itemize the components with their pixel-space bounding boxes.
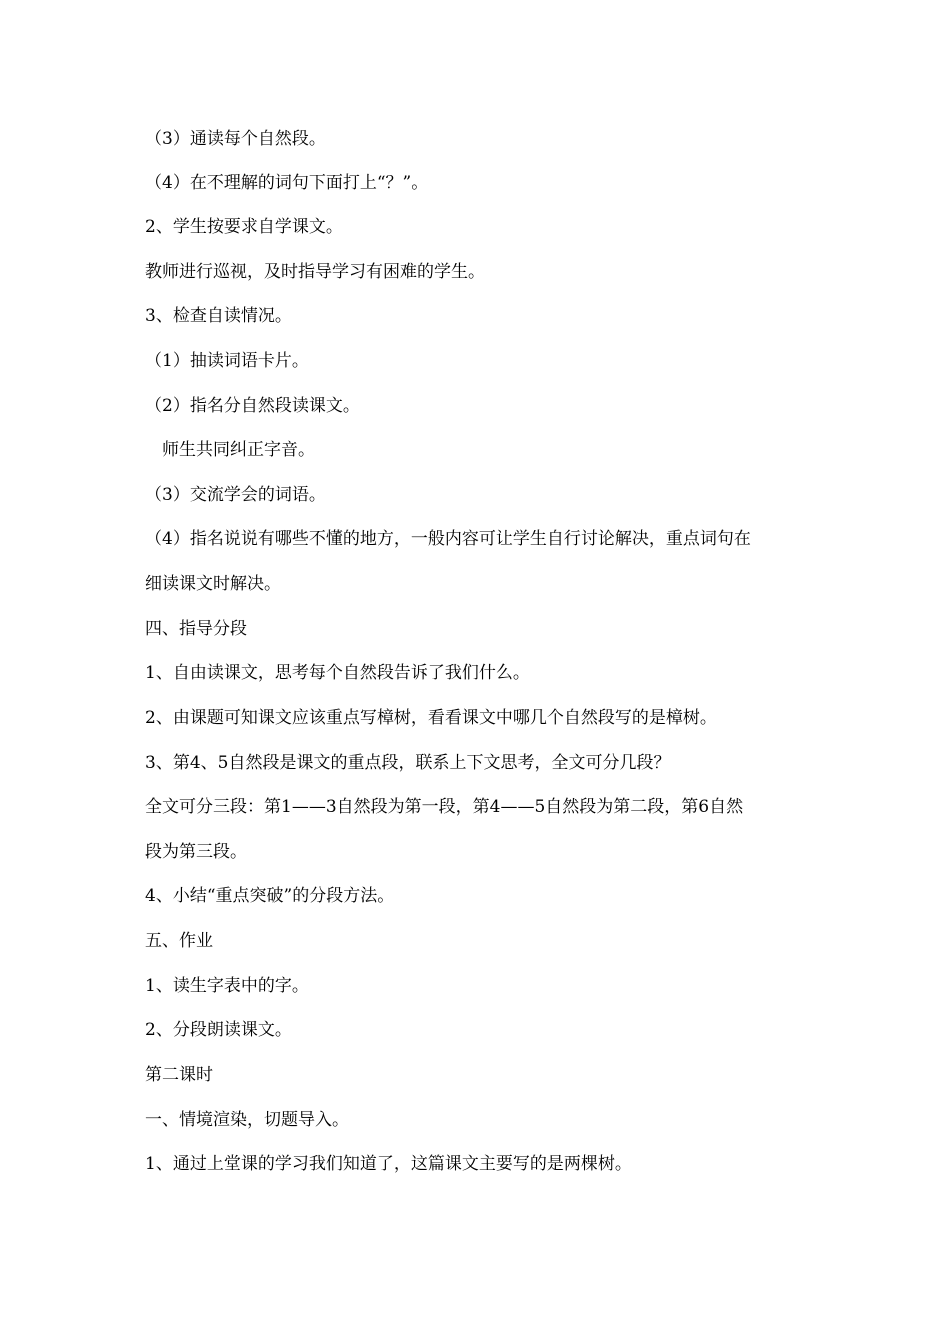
section-heading-4: 四、指导分段: [145, 619, 247, 639]
text-line-17: 段为第三段。: [145, 842, 247, 862]
text-line-16: 全文可分三段：第1——3自然段为第一段，第4——5自然段为第二段，第6自然: [145, 797, 744, 817]
text-line-9: （3）交流学会的词语。: [145, 485, 326, 505]
text-line-15: 3、第4、5自然段是课文的重点段，联系上下文思考，全文可分几段？: [145, 753, 671, 773]
text-line-14: 2、由课题可知课文应该重点写樟树，看看课文中哪几个自然段写的是樟树。: [145, 708, 717, 728]
text-line-24: 1、通过上堂课的学习我们知道了，这篇课文主要写的是两棵树。: [145, 1154, 632, 1174]
text-line-11: 细读课文时解决。: [145, 574, 281, 594]
text-line-13: 1、自由读课文，思考每个自然段告诉了我们什么。: [145, 663, 530, 683]
text-line-20: 1、读生字表中的字。: [145, 976, 309, 996]
lesson-heading: 第二课时: [145, 1065, 213, 1085]
text-line-18: 4、小结“重点突破”的分段方法。: [145, 886, 395, 906]
section-heading-5: 五、作业: [145, 931, 213, 951]
text-line-7: （2）指名分自然段读课文。: [145, 396, 360, 416]
text-line-3: 2、学生按要求自学课文。: [145, 217, 343, 237]
text-line-1: （3）通读每个自然段。: [145, 129, 326, 149]
text-line-21: 2、分段朗读课文。: [145, 1020, 292, 1040]
text-line-4: 教师进行巡视，及时指导学习有困难的学生。: [145, 262, 485, 282]
text-line-5: 3、检查自读情况。: [145, 306, 292, 326]
text-line-10: （4）指名说说有哪些不懂的地方，一般内容可让学生自行讨论解决，重点词句在: [145, 529, 751, 549]
text-line-8: 师生共同纠正字音。: [162, 440, 315, 460]
section-heading-1: 一、情境渲染，切题导入。: [145, 1110, 349, 1130]
text-line-6: （1）抽读词语卡片。: [145, 351, 309, 371]
text-line-2: （4）在不理解的词句下面打上“？”。: [145, 173, 429, 193]
